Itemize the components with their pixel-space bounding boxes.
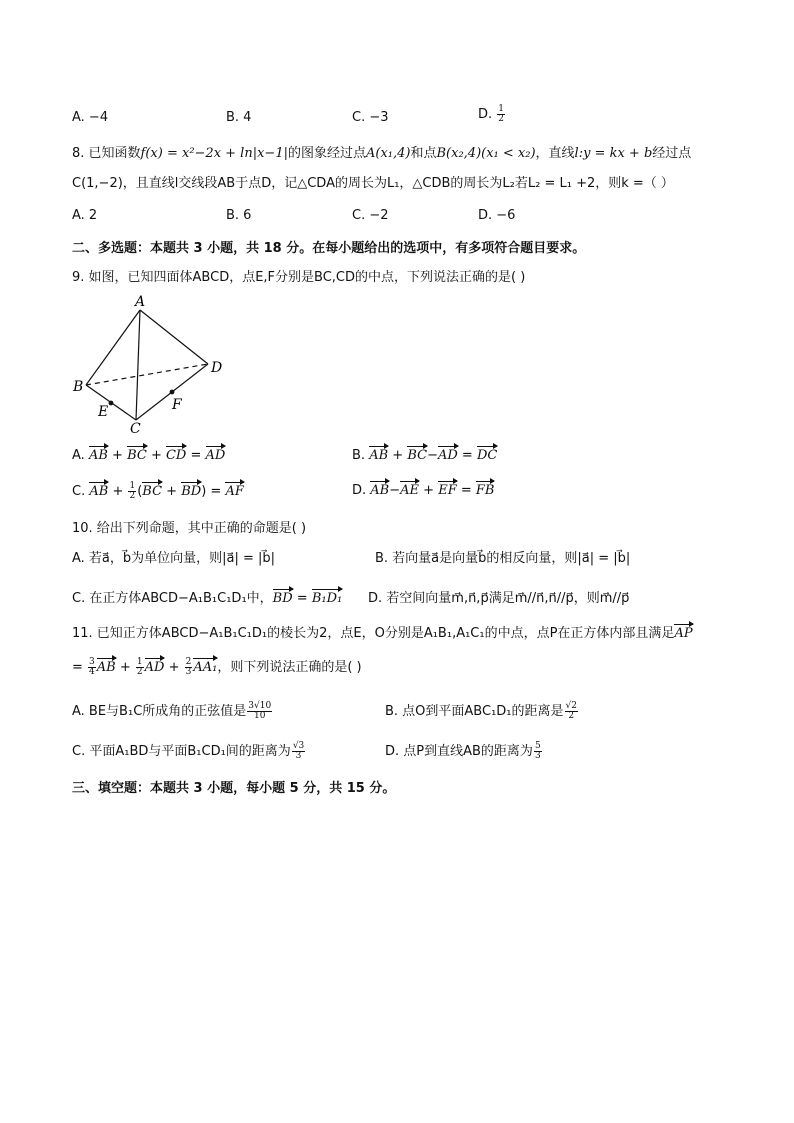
q10-option-d: D. 若空间向量m⃗,n⃗,p⃗满足m⃗//n⃗,n⃗//p⃗，则m⃗//p⃗ [368,591,630,606]
q7-option-d: D. $\frac{1}{2}$ [478,104,505,124]
q9-option-b: B. AB + BC−AD = DC [352,448,498,463]
point-f-dot [170,390,175,395]
section-2-heading: 二、多选题：本题共 3 小题，共 18 分。在每小题给出的选项中，有多项符合题目要求。 [72,241,586,256]
q8-stem-line2: C(1,−2)，且直线l交线段AB于点D，记△CDA的周长为L₁，△CDB的周长为L₂若L₂ = L₁ +2，则k =（ ） [72,176,674,191]
q11-option-a: A. BE与B₁C所成角的正弦值是 $\frac{3√10}{10}$ [72,701,272,721]
label-a: A [135,294,146,310]
point-e-dot [109,401,114,406]
q8-option-d: D. −6 [478,208,516,223]
q11-stem-line1: 11. 已知正方体ABCD−A₁B₁C₁D₁的棱长为2，点E，O分别是A₁B₁,A₁C₁的中点，点P在正方体内部且满足AP [72,626,693,641]
q11-stem-line2: = $\frac{3}{4}$ AB + $\frac{1}{2}$ AD + $\frac{2}{3}$ AA₁，则下列说法正确的是( ) [72,657,362,677]
tetrahedron-figure [66,292,236,434]
q8-option-a: A. 2 [72,208,98,223]
q11-option-b: B. 点O到平面ABC₁D₁的距离是 $\frac{√2}{2}$ [385,701,577,721]
q8-option-c: C. −2 [352,208,389,223]
label-c: C [130,421,141,434]
q11-option-c: C. 平面A₁BD与平面B₁CD₁间的距离为 $\frac{√3}{3}$ [72,741,305,761]
q9-option-c: C. AB + $\frac{1}{2}$ (BC + BD) = AF [72,481,244,501]
label-d: D [211,360,223,376]
q11-option-d: D. 点P到直线AB的距离为 $\frac{5}{3}$ [385,741,541,761]
label-e: E [98,404,109,420]
q9-stem: 9. 如图，已知四面体ABCD，点E,F分别是BC,CD的中点，下列说法正确的是( ) [72,270,526,285]
label-f: F [172,397,182,413]
q10-option-b: B. 若向量a⃗是向量b⃗的相反向量，则|a⃗| = |b⃗| [375,551,631,566]
q8-option-b: B. 6 [226,208,252,223]
section-3-heading: 三、填空题：本题共 3 小题，每小题 5 分，共 15 分。 [72,781,396,796]
q10-option-c: C. 在正方体ABCD−A₁B₁C₁D₁中，BD = B₁D₁ [72,591,343,606]
q9-option-d: D. AB−AE + EF = FB [352,483,495,498]
q8-stem-line1: 8. 已知函数f(x) = x²−2x + ln|x−1|的图象经过点A(x₁,4)和点B(x₂,4)(x₁ < x₂)，直线l:y = kx + b经过点 [72,146,692,161]
q10-option-a: A. 若a⃗，b⃗为单位向量，则|a⃗| = |b⃗| [72,551,276,566]
q10-stem: 10. 给出下列命题，其中正确的命题是( ) [72,521,307,536]
q7-option-b: B. 4 [226,110,252,125]
q7-option-c: C. −3 [352,110,389,125]
q7-option-a: A. −4 [72,110,109,125]
q9-option-a: A. AB + BC + CD = AD [72,448,226,463]
label-b: B [73,379,84,395]
